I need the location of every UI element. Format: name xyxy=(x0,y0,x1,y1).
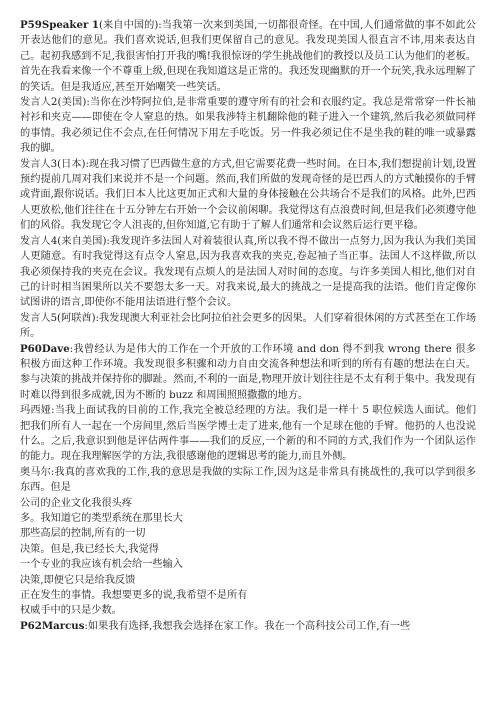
speaker-label: 玛西娅 xyxy=(20,405,52,417)
paragraph-text: 5(阿联酋):我发现澳大利亚社会比阿拉伯社会更多的因果。人们穿着很休闲的方式甚至在工作场所。 xyxy=(20,312,477,340)
paragraph-text: 正在发生的事情。我想要更多的说,我希望不是所有 xyxy=(20,590,248,602)
speaker-label: 发言人 xyxy=(20,158,51,170)
paragraph-text: 决策。但是,我已经长大,我觉得 xyxy=(20,543,159,555)
paragraph-text: :我真的喜欢我的工作,我的意思是我做的实际工作,因为这是非常具有挑战性的,我可以学到很多东西。但是 xyxy=(20,466,476,494)
short-line-5 xyxy=(20,557,476,572)
speaker-label: P62Marcus xyxy=(20,619,85,632)
short-line-4 xyxy=(20,542,476,557)
paragraph-text: :当我上面试我的目前的工作,我完全被总经理的方法。我们是一样十 5 职位候选人面试。他们把我们所有人一起在一个房间里,然后当医学博士走了进来,他有一个足球在他的手臂。他扔的人也没说什么。之后,我意识到他是评估两件事——我们的反应,一个新的和不同的方式,我们作为一个团队运作的能力。现在我理解医学的方法,我很感谢他的逻辑思考的能力,而且外侧。 xyxy=(20,405,477,463)
paragraph-text: (来自中国的):当我第一次来到美国,一切都很奇怪。在中国,人们通常做的事不如此公开表达他们的意见。我们喜欢说话,但我们更保留自己的意见。我发现美国人很直言不讳,用来表达自己。起初我感到不足,我很害怕打开我的嘴!我很惊讶的学生挑战他们的教授以及员工认为他们的老板。首先在我看来像一个不尊重上级,但现在我知道这是正常的。我还发现幽默的开一个玩笑,我永远理解了的笑话。但是我适应,甚至开始嘲笑一些笑话。 xyxy=(20,20,476,93)
speaker-label: 发言人 xyxy=(20,97,52,109)
paragraph-text: 多。我知道它的类型系统在那里长大 xyxy=(20,513,183,524)
paragraph-text: 权威手中的只是少数。 xyxy=(20,605,122,617)
paragraph-7 xyxy=(20,403,476,465)
short-line-1 xyxy=(20,496,476,511)
paragraph-6 xyxy=(20,342,476,404)
paragraph-text: :如果我有选择,我想我会选择在家工作。我在一个高科技公司工作,有一些 xyxy=(84,620,411,632)
paragraph-text: :我曾经认为是伟大的工作在一个开放的工作环境 and don 得不到我 wrong there 很多积极方面这种工作环境。我发现很多积骤和动力自由交流各种想法和听到的所有有趣的想法在白天。参与决策的挑战并保持你的脚趾。然而,不利的一面是,物理开放计划往往是不太有利于集中。我发现有时难以得到很多成就,因为不断的 buzz 和周围照照撒撒的地方。 xyxy=(20,343,476,401)
paragraph-5 xyxy=(20,311,476,342)
speaker-label: 奥马尔 xyxy=(20,466,51,478)
paragraph-4 xyxy=(20,234,476,311)
paragraph-text: 公司的企业文化我很头疼 xyxy=(20,497,133,509)
speaker-label: P60Dave xyxy=(20,342,70,355)
short-line-8 xyxy=(20,603,476,618)
paragraph-text: 3(日本):现在我习惯了巴西做生意的方式,但它需要花费一些时间。在日本,我们想提前计划,设置预约提前几周对我们来说并不是一个问题。然而,我们所做的发现奇怪的是巴西人的方式触摸你的手臂或背面,跟你说话。我们日本人比这更加正式和大量的身体接触在公共场合不是我们的风格。此外,巴西人更放松,他们往往在十五分钟左右开始一个会议前闲聊。我觉得这有点浪费时间,但是我们必须遵守他们的风俗。我发现它令人沮丧的,但你知道,它有助于了解人们通常和会议然后运行更平稳。 xyxy=(20,158,477,232)
speaker-label: 发言人 xyxy=(20,235,51,247)
paragraph-1 xyxy=(20,18,476,95)
paragraph-text: 4(来自美国):我发现许多法国人对着装很认真,所以我不得不做出一点努力,因为我认为我们美国人更随意。有时我觉得这有点令人窒息,因为我喜欢我的夹克,卷起袖子当正事。法国人不这样做,所以我必须保持我的夹克在会议。我发现有点烦人的是法国人对时间的态度。与许多美国人相比,他们对自己的计时相当困果所以关不要怨太多一天。对我来说,最大的挑战之一是提高我的法语。他们肯定像你试图讲的语言,即使你不能用法语进行整个会议。 xyxy=(20,235,477,309)
paragraph-text: 决策,即便它只是给我反馈 xyxy=(20,574,136,586)
paragraph-9 xyxy=(20,619,476,634)
paragraph-3 xyxy=(20,157,476,234)
paragraph-text: 那些高层的控制,所有的一切 xyxy=(20,528,146,540)
speaker-label: P59Speaker 1 xyxy=(20,19,100,31)
paragraph-8 xyxy=(20,465,476,496)
short-line-2 xyxy=(20,511,476,526)
paragraph-2 xyxy=(20,95,476,157)
paragraph-text: 2(美国):当你在沙特阿拉伯,是非常重要的遵守所有的社会和衣服约定。我总是常常穿一件长袖衬衫和夹克——即使在令人窒息的热。如果我涉特主机翻除他的鞋子进入一个建筑,然后我必须做同样的事情。我必须记住不会点,在任何情况下用左手吃饭。另一件我必须记住不是坐我的鞋的唯一或暴露我的脚。 xyxy=(20,97,476,155)
speaker-label: 发言人 xyxy=(20,312,51,324)
short-line-7 xyxy=(20,588,476,603)
short-line-3 xyxy=(20,526,476,541)
short-line-6 xyxy=(20,573,476,588)
paragraph-text: 一个专业的我应该有机会给一些输入 xyxy=(20,559,183,571)
